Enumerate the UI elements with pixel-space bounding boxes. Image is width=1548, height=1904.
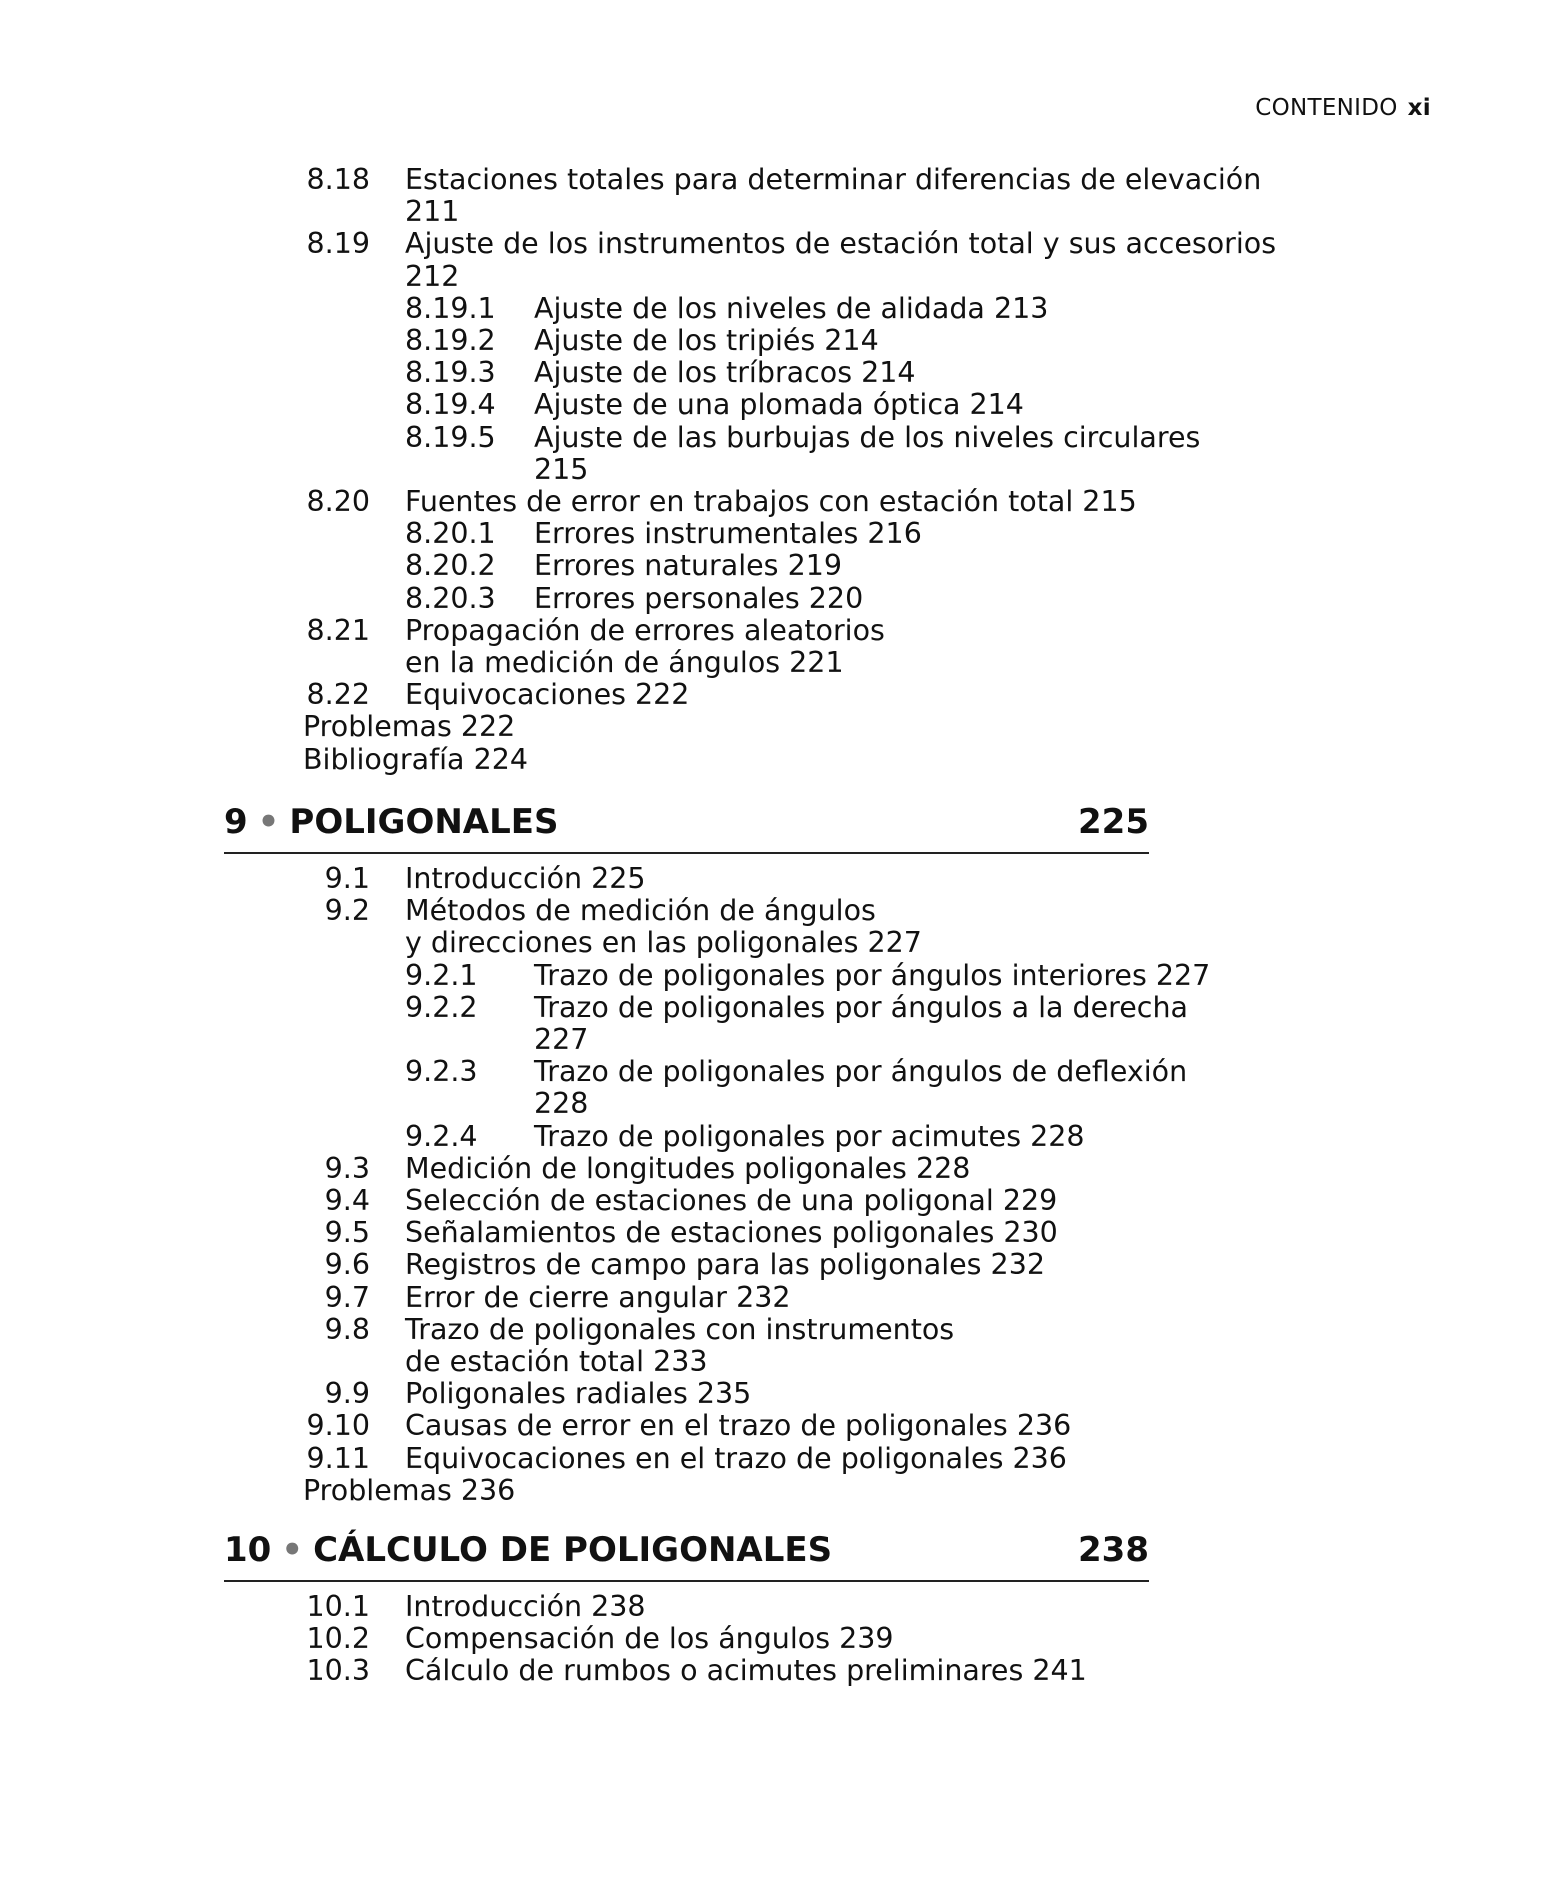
chapter-rule xyxy=(224,852,1149,854)
toc-entry-number: 10.2 xyxy=(306,1622,370,1656)
toc-entry-text: Introducción 238 xyxy=(405,1590,646,1623)
toc-entry-text: Selección de estaciones de una poligonal 229 xyxy=(405,1184,1058,1217)
toc-entry-number: 9.10 xyxy=(306,1409,370,1443)
chapter-page-number: 225 xyxy=(1078,802,1149,842)
toc-entry-text: Trazo de poligonales por ángulos de deflexión xyxy=(534,1055,1188,1089)
toc-entry-text: Trazo de poligonales por acimutes 228 xyxy=(534,1119,1085,1153)
toc-entry-text: Ajuste de los tripiés 214 xyxy=(534,324,879,357)
toc-entry-number: 8.19.2 xyxy=(405,324,496,357)
toc-entry-text: Registros de campo para las poligonales 232 xyxy=(405,1248,1045,1282)
toc-entry-number: 8.20.1 xyxy=(405,517,496,551)
toc-entry-number: 10.3 xyxy=(306,1654,370,1688)
toc-entry-text: Trazo de poligonales por ángulos a la derecha xyxy=(534,990,1188,1024)
bullet-icon: • xyxy=(281,1530,304,1570)
toc-entry-number: 8.19.1 xyxy=(405,291,496,325)
toc-entry-number: 8.19.5 xyxy=(405,420,496,454)
toc-entry-text-continued: 228 xyxy=(534,1087,589,1121)
toc-entry-number: 9.6 xyxy=(324,1248,370,1282)
toc-entry-text: Trazo de poligonales por ángulos interiores 227 xyxy=(534,958,1211,992)
toc-entry-text: Métodos de medición de ángulos xyxy=(405,894,876,928)
toc-entry-number: 10.1 xyxy=(306,1590,370,1623)
chapter-page-number: 238 xyxy=(1078,1530,1149,1570)
toc-entry-text-continued: 211 xyxy=(405,195,460,229)
toc-entry-number: 8.22 xyxy=(306,678,370,712)
toc-entry-text: Bibliografía 224 xyxy=(303,742,528,776)
toc-entry-text-continued: en la medición de ángulos 221 xyxy=(405,646,844,679)
toc-entry-number: 9.2.3 xyxy=(405,1055,478,1089)
toc-entry-text-continued: 212 xyxy=(405,259,460,293)
toc-entry-text: Causas de error en el trazo de poligonales 236 xyxy=(405,1409,1072,1443)
toc-entry-text-continued: de estación total 233 xyxy=(405,1345,708,1378)
toc-entry-text: Errores personales 220 xyxy=(534,581,864,615)
toc-entry-text: Error de cierre angular 232 xyxy=(405,1280,791,1314)
bullet-icon: • xyxy=(257,802,280,842)
toc-entry-text-continued: 215 xyxy=(534,452,589,486)
toc-entry-number: 9.7 xyxy=(324,1280,370,1314)
chapter-heading xyxy=(224,802,1149,856)
toc-entry-number: 9.5 xyxy=(324,1216,370,1250)
toc-entry-text: Poligonales radiales 235 xyxy=(405,1377,752,1411)
running-head-label: CONTENIDO xyxy=(1255,95,1398,121)
toc-entry-number: 9.2.4 xyxy=(405,1119,478,1153)
toc-entry-text: Ajuste de los tríbracos 214 xyxy=(534,356,916,390)
toc-entry-text-continued: y direcciones en las poligonales 227 xyxy=(405,926,922,960)
chapter-title-text: POLIGONALES xyxy=(289,802,559,842)
chapter-rule xyxy=(224,1580,1149,1582)
toc-entry-number: 9.11 xyxy=(306,1441,370,1475)
toc-entry-number: 9.2.2 xyxy=(405,990,478,1024)
toc-entry-number: 8.20.3 xyxy=(405,581,496,615)
chapter-title-text: CÁLCULO DE POLIGONALES xyxy=(313,1530,833,1570)
toc-entry-number: 8.21 xyxy=(306,613,370,647)
toc-entry-text-continued: 227 xyxy=(534,1023,589,1056)
toc-entry-text: Cálculo de rumbos o acimutes preliminares 241 xyxy=(405,1654,1087,1688)
chapter-title xyxy=(224,802,559,842)
toc-entry-number: 9.9 xyxy=(324,1377,370,1411)
toc-entry-text: Propagación de errores aleatorios xyxy=(405,613,885,647)
toc-entry-text: Fuentes de error en trabajos con estación total 215 xyxy=(405,485,1137,518)
toc-entry-number: 8.20 xyxy=(306,485,370,518)
toc-entry-text: Introducción 225 xyxy=(405,862,646,895)
toc-entry-number: 9.2 xyxy=(324,894,370,928)
toc-entry-text: Problemas 236 xyxy=(303,1473,516,1507)
toc-entry-text: Errores instrumentales 216 xyxy=(534,517,922,551)
toc-entry-text: Errores naturales 219 xyxy=(534,549,842,583)
running-head xyxy=(1255,95,1431,121)
running-head-page-number: xi xyxy=(1407,95,1431,121)
toc-entry-number: 8.19.4 xyxy=(405,388,496,422)
toc-entry-number: 9.2.1 xyxy=(405,958,478,992)
toc-entry-text: Señalamientos de estaciones poligonales 230 xyxy=(405,1216,1058,1250)
toc-entry-text: Estaciones totales para determinar diferencias de elevación xyxy=(405,163,1262,196)
toc-entry-text: Medición de longitudes poligonales 228 xyxy=(405,1151,971,1185)
toc-entry-text: Ajuste de los niveles de alidada 213 xyxy=(534,291,1049,325)
chapter-number: 9 xyxy=(224,802,248,842)
chapter-heading xyxy=(224,1530,1149,1584)
toc-entry-text: Ajuste de una plomada óptica 214 xyxy=(534,388,1024,422)
chapter-number: 10 xyxy=(224,1530,272,1570)
chapter-title xyxy=(224,1530,832,1570)
toc-entry-number: 8.19 xyxy=(306,227,370,261)
toc-entry-text: Problemas 222 xyxy=(303,710,516,744)
toc-entry-number: 9.4 xyxy=(324,1184,370,1217)
toc-entry-text: Ajuste de las burbujas de los niveles circulares xyxy=(534,420,1201,454)
toc-entry-number: 8.19.3 xyxy=(405,356,496,390)
toc-entry-text: Ajuste de los instrumentos de estación total y sus accesorios xyxy=(405,227,1277,261)
toc-entry-number: 8.20.2 xyxy=(405,549,496,583)
toc-entry-number: 9.1 xyxy=(324,862,370,895)
toc-entry-text: Compensación de los ángulos 239 xyxy=(405,1622,894,1656)
toc-entry-text: Trazo de poligonales con instrumentos xyxy=(405,1312,955,1346)
toc-entry-number: 9.3 xyxy=(324,1151,370,1185)
toc-entry-number: 9.8 xyxy=(324,1312,370,1346)
toc-entry-text: Equivocaciones en el trazo de poligonales 236 xyxy=(405,1441,1067,1475)
toc-entry-number: 8.18 xyxy=(306,163,370,196)
toc-entry-text: Equivocaciones 222 xyxy=(405,678,690,712)
